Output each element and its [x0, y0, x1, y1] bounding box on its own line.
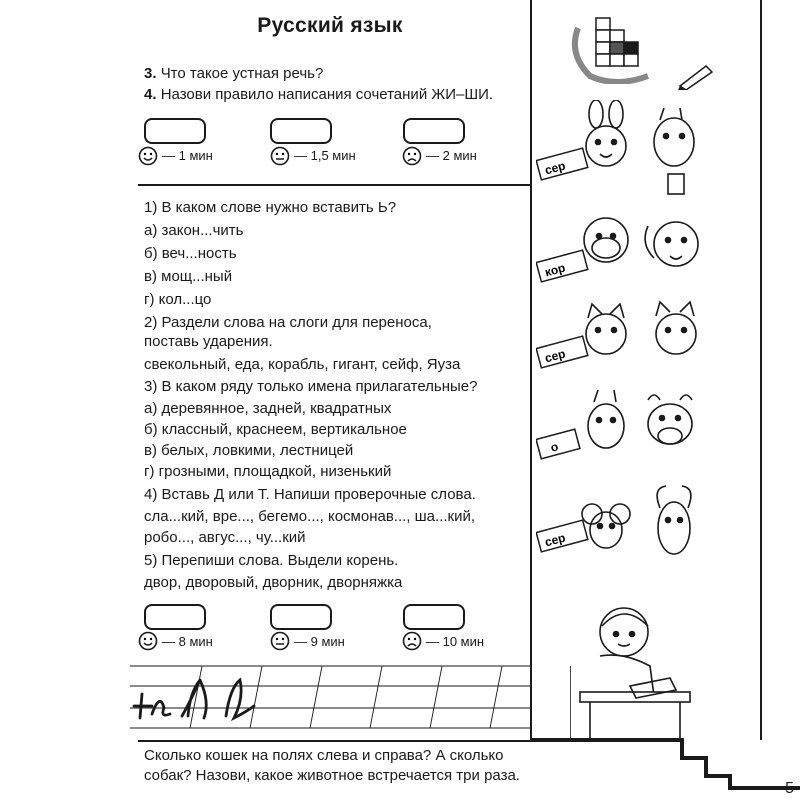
pencil-icon [676, 60, 716, 90]
task2-question-line1: 2) Раздели слова на слоги для переноса, [144, 314, 432, 331]
giraffe-icon [588, 390, 624, 448]
bottom-text-divider [138, 740, 532, 742]
time-box-fast-2 [144, 604, 206, 630]
task1-question: 1) В каком слове нужно вставить Ь? [144, 199, 397, 216]
monkey-icon [584, 218, 628, 262]
task2-question-line2: поставь ударения. [144, 333, 273, 350]
time-box-fast [144, 118, 206, 144]
time-label-medium: — 1,5 мин [294, 148, 356, 163]
question-3: 3. Что такое устная речь? [144, 65, 324, 82]
task3-option-b: б) классный, краснеем, вертикальное [144, 421, 407, 438]
pencil-label-text: сер [543, 530, 567, 550]
task3-option-a: а) деревянное, задней, квадратных [144, 400, 392, 417]
bottom-question-line1: Сколько кошек на полях слева и справа? А сколько [144, 747, 504, 764]
side-panel-border [760, 0, 762, 740]
task3-question: 3) В каком ряду только имена прилагательные? [144, 378, 478, 395]
task1-option-a: а) закон...чить [144, 222, 244, 239]
smile-icon [138, 631, 158, 651]
time-label-medium-2: — 9 мин [294, 634, 345, 649]
time-label-fast-2: — 8 мин [162, 634, 213, 649]
time-label-slow-2: — 10 мин [426, 634, 485, 649]
animal-row-3 [536, 300, 758, 380]
sad-face-icon [402, 146, 422, 166]
animal-row-2 [536, 204, 758, 294]
task5-question: 5) Перепиши слова. Выдели корень. [144, 552, 399, 569]
task4-words-line1: сла...кий, вре..., бегемо..., космонав..., ша...кий, [144, 508, 476, 525]
time-label-fast: — 1 мин [162, 148, 213, 163]
giraffe-icon [654, 108, 694, 194]
time-label-slow: — 2 мин [426, 148, 477, 163]
question-4: 4. Назови правило написания сочетаний ЖИ–ШИ. [144, 86, 494, 103]
main-column-border [530, 0, 532, 740]
time-box-slow [403, 118, 465, 144]
time-box-medium-2 [270, 604, 332, 630]
cat-icon [656, 302, 696, 354]
pencil-label-text: о [548, 439, 560, 455]
bottom-question-line2: собак? Назови, какое животное встречается три раза. [144, 767, 520, 784]
handwriting-lines [130, 662, 530, 732]
task1-option-d: г) кол...цо [144, 291, 212, 308]
smile-icon [138, 146, 158, 166]
dog-icon [645, 222, 698, 266]
task3-option-d: г) грозными, площадкой, низенький [144, 463, 392, 480]
task4-question: 4) Вставь Д или Т. Напиши проверочные слова. [144, 486, 476, 503]
pencil-label-text: кор [543, 260, 567, 280]
animal-row-4 [536, 386, 758, 476]
task3-option-c: в) белых, ловкими, лестницей [144, 442, 354, 459]
task1-option-b: б) веч...ность [144, 245, 237, 262]
goat-icon [657, 486, 691, 554]
task1-option-c: в) мощ...ный [144, 268, 233, 285]
tetris-blocks-icon [566, 14, 662, 84]
pencil-label-text: сер [543, 346, 567, 366]
time-box-slow-2 [403, 604, 465, 630]
animal-row-1 [536, 100, 758, 196]
sad-face-icon [402, 631, 422, 651]
task2-words: свекольный, еда, корабль, гигант, сейф, Яуза [144, 356, 461, 373]
section-divider [138, 184, 530, 186]
page-number: 5 [785, 780, 794, 797]
neutral-face-icon [270, 631, 290, 651]
cow-icon [648, 395, 692, 444]
rabbit-icon [586, 100, 626, 166]
time-box-medium [270, 118, 332, 144]
animal-row-5 [536, 484, 758, 568]
neutral-face-icon [270, 146, 290, 166]
task5-words: двор, дворовый, дворник, дворняжка [144, 574, 403, 591]
girl-writing-illustration [570, 596, 730, 746]
pencil-label-text: сер [543, 158, 567, 178]
task4-words-line2: робо..., авгус..., чу...кий [144, 529, 306, 546]
page-title: Русский язык [257, 14, 403, 37]
cat-icon [586, 304, 626, 354]
mouse-icon [582, 504, 630, 548]
